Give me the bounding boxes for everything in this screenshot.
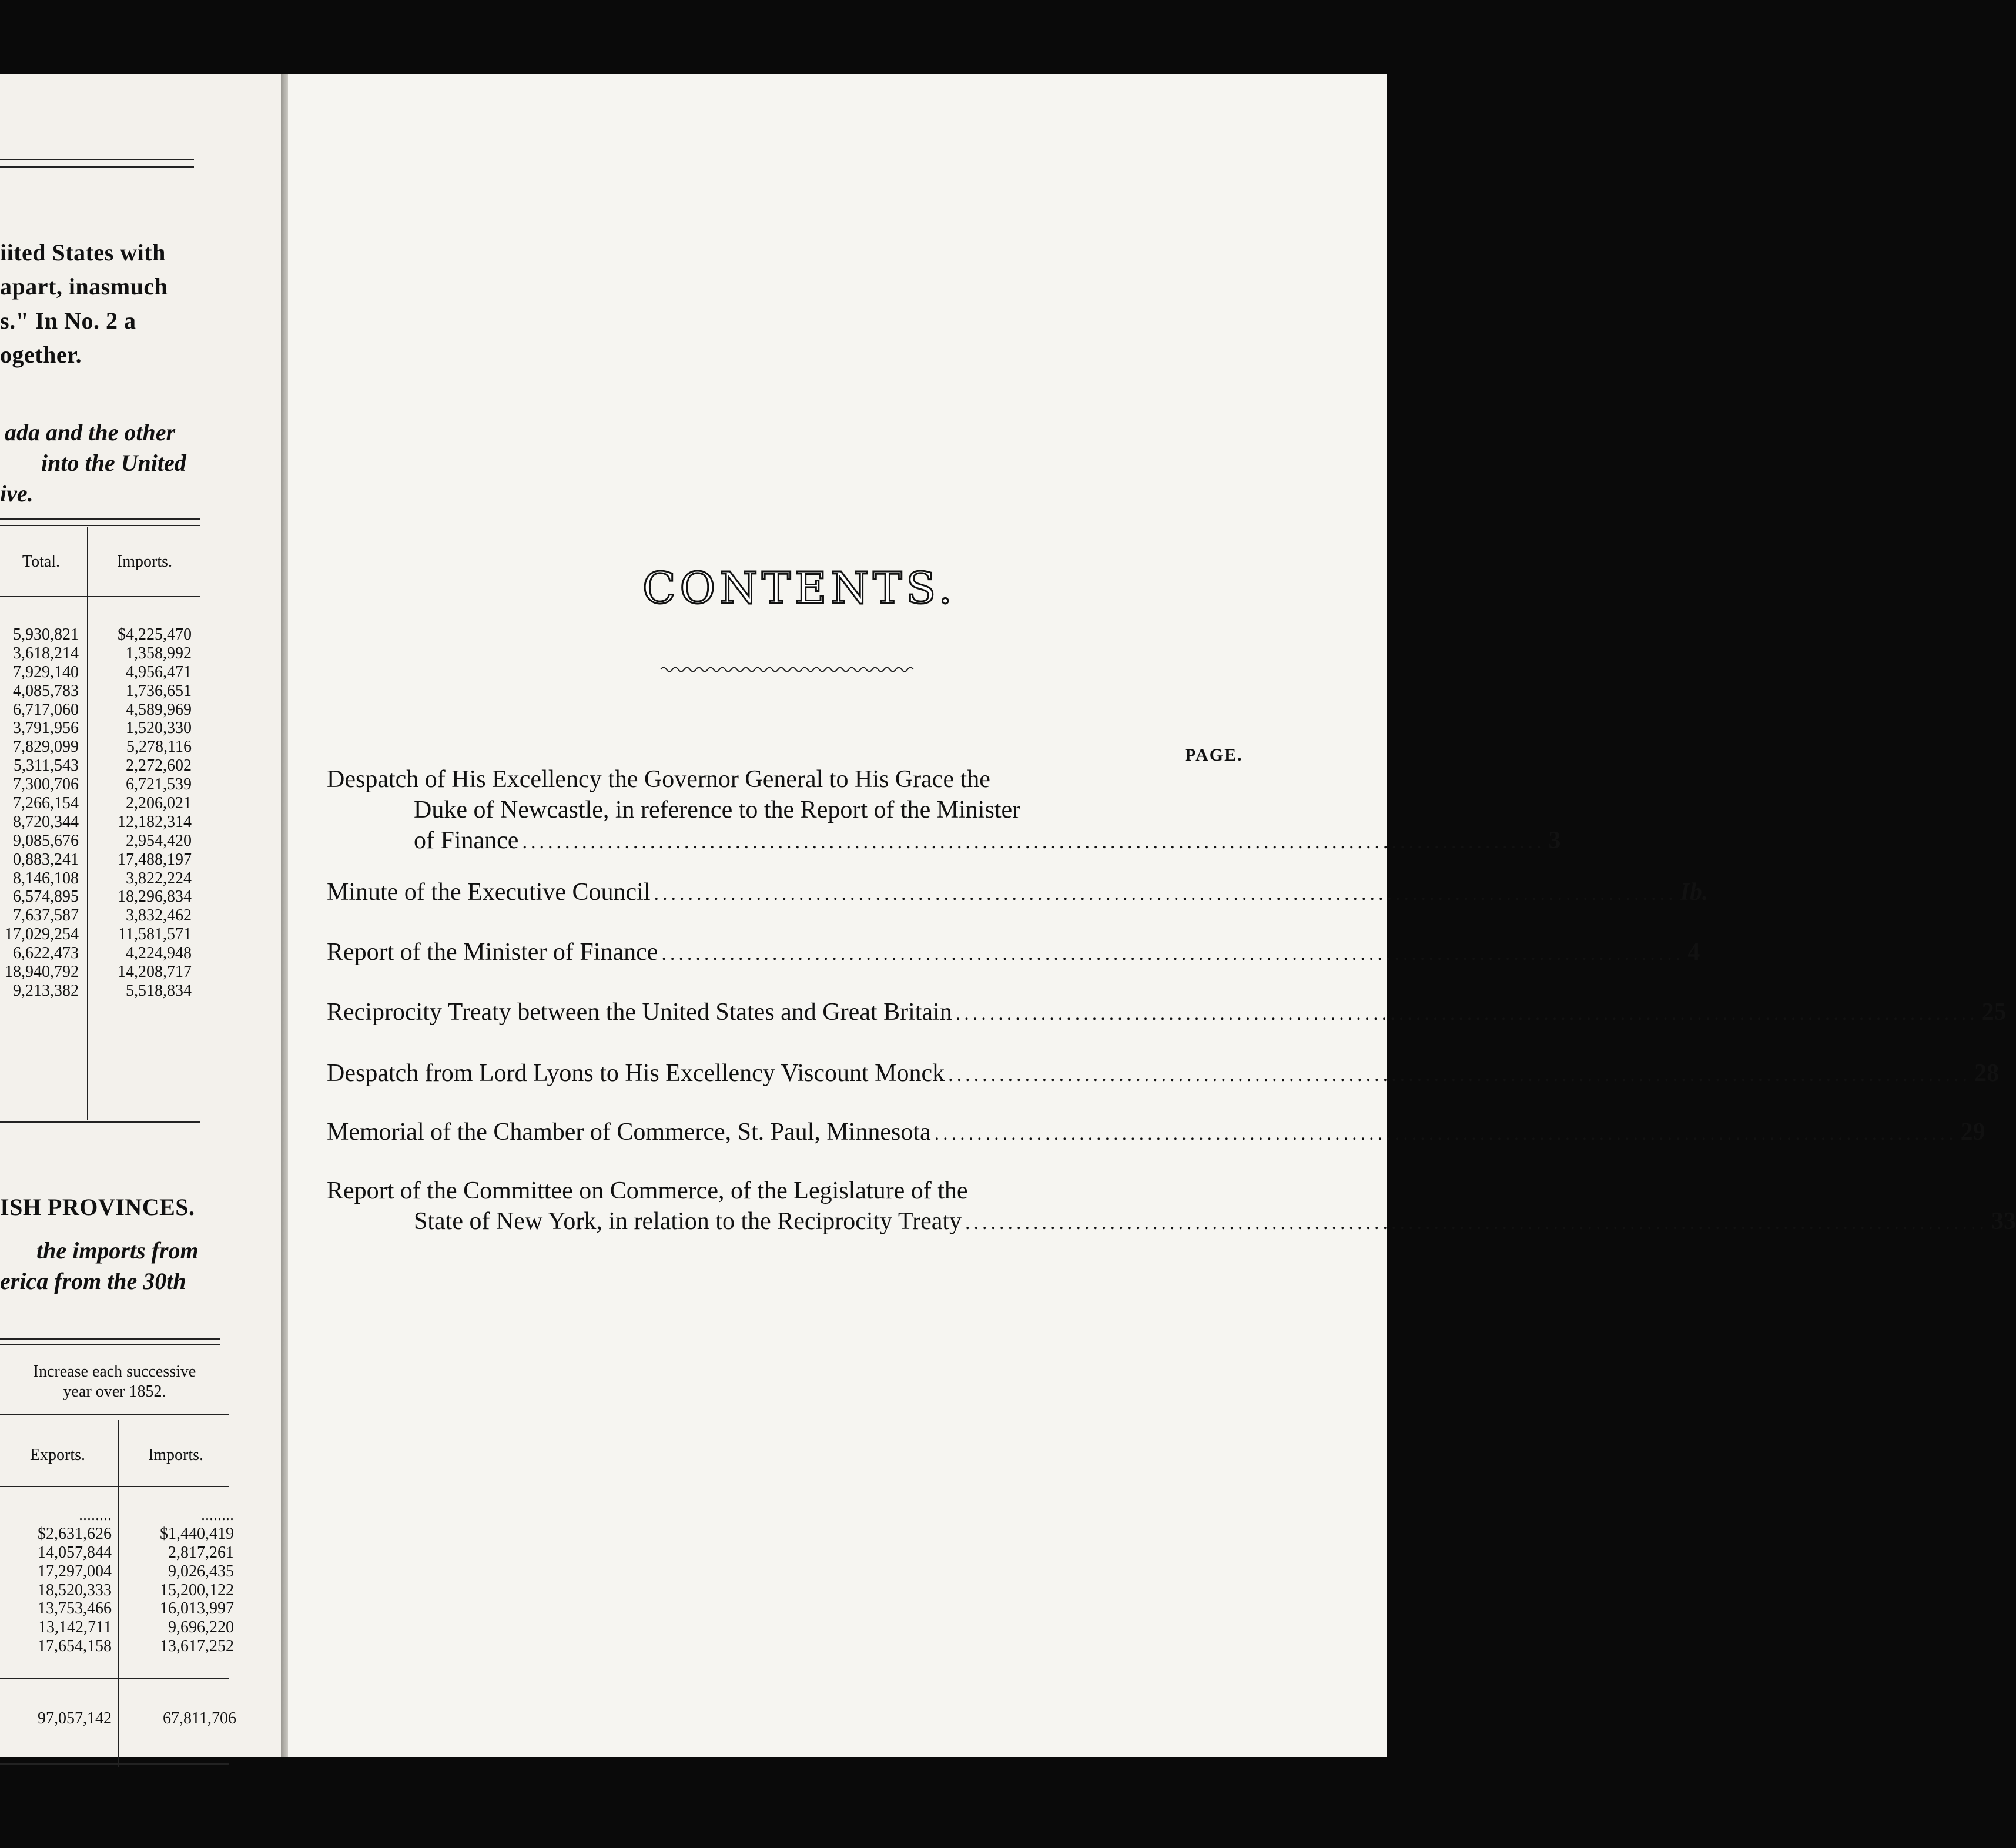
table1-imports-cell: 1,358,992 bbox=[126, 644, 192, 662]
toc-entry-text: Duke of Newcastle, in reference to the Report of the Minister bbox=[414, 796, 1021, 823]
toc-entry-executive-council bbox=[327, 877, 1709, 909]
table1-imports-cell: 5,518,834 bbox=[126, 981, 192, 1000]
table2-total-rule bbox=[0, 1678, 229, 1679]
table1-imports-cell: $4,225,470 bbox=[118, 625, 192, 644]
section-title-fragment: ISH PROVINCES. bbox=[0, 1194, 195, 1220]
contents-page bbox=[288, 74, 1387, 1757]
table1-total-cell: 5,311,543 bbox=[14, 756, 79, 775]
table1-imports-cell: 18,296,834 bbox=[118, 888, 192, 906]
toc-entry-text: Despatch of His Excellency the Governor General to His Grace the bbox=[327, 766, 990, 793]
table2-exports-cell: 17,654,158 bbox=[38, 1637, 112, 1656]
table1-header-total: Total. bbox=[22, 553, 61, 571]
table2-column-rule bbox=[118, 1420, 119, 1767]
table1-total-cell: 0,883,241 bbox=[13, 850, 79, 869]
table2-exports-cell: 13,753,466 bbox=[38, 1599, 112, 1618]
table1-imports-cell: 4,224,948 bbox=[126, 944, 192, 963]
table1-imports-cell: 3,822,224 bbox=[126, 869, 192, 888]
table1-total-cell: 5,930,821 bbox=[13, 625, 79, 644]
table1-total-cell: 7,300,706 bbox=[13, 775, 79, 794]
table2-exports-column bbox=[0, 1506, 112, 1656]
table2-header-exports: Exports. bbox=[29, 1446, 86, 1464]
table2-imports-cell: 9,026,435 bbox=[168, 1562, 234, 1581]
table1-imports-cell: 6,721,539 bbox=[126, 775, 192, 794]
table1-total-cell: 6,574,895 bbox=[13, 888, 79, 906]
table2-group-rule bbox=[0, 1414, 229, 1415]
page-title: CONTENTS. bbox=[642, 563, 957, 614]
table2-exports-cell: 18,520,333 bbox=[38, 1581, 112, 1599]
toc-entry-reciprocity-treaty bbox=[327, 997, 2007, 1029]
table2-imports-cell: $1,440,419 bbox=[160, 1524, 234, 1543]
table1-header-imports: Imports. bbox=[116, 553, 173, 571]
table1-total-cell: 9,213,382 bbox=[13, 981, 79, 1000]
toc-entry-text: Reciprocity Treaty between the United States and Great Britain bbox=[327, 999, 952, 1026]
table2-group-header-1: Increase each successive bbox=[33, 1362, 196, 1381]
table1-column-rule bbox=[87, 527, 88, 1120]
section-caption-line-1: the imports from bbox=[36, 1237, 199, 1264]
table1-total-cell: 7,266,154 bbox=[13, 794, 79, 813]
table2-exports-cell: 13,142,711 bbox=[38, 1618, 112, 1637]
table1-imports-cell: 1,520,330 bbox=[126, 719, 192, 738]
caption-line-3: ive. bbox=[0, 480, 34, 507]
toc-page-number: 25 bbox=[1981, 999, 2007, 1026]
table1-total-cell: 8,146,108 bbox=[13, 869, 79, 888]
table2-imports-cell: 13,617,252 bbox=[160, 1637, 234, 1656]
table2-exports-cell: $2,631,626 bbox=[38, 1524, 112, 1543]
toc-entry-text: Report of the Committee on Commerce, of the Legislature of the bbox=[327, 1177, 968, 1204]
wavy-rule-ornament bbox=[661, 664, 913, 675]
toc-entry-lord-lyons bbox=[327, 1058, 2000, 1090]
table2-header-rule bbox=[0, 1486, 229, 1487]
toc-entry-text: of Finance bbox=[414, 827, 519, 854]
table2-exports-cell: 14,057,844 bbox=[38, 1543, 112, 1562]
leader-dots: ........................................................................................................................ bbox=[661, 943, 1685, 965]
table1-total-cell: 7,637,587 bbox=[13, 906, 79, 925]
toc-entry-chamber-memorial bbox=[327, 1117, 1985, 1149]
toc-page-number: 3 bbox=[1548, 827, 1561, 854]
table2-header-imports: Imports. bbox=[148, 1446, 204, 1464]
toc-page-number: Ib. bbox=[1680, 879, 1709, 906]
table1-imports-cell: 4,589,969 bbox=[126, 700, 192, 719]
table2-imports-cell: 2,817,261 bbox=[168, 1543, 234, 1562]
table1-total-cell: 3,791,956 bbox=[13, 719, 79, 738]
leader-dots: ........................................................................................................................ bbox=[965, 1212, 1988, 1234]
toc-entry-text: Memorial of the Chamber of Commerce, St. Paul, Minnesota bbox=[327, 1119, 931, 1146]
table2-bottom-rule bbox=[0, 1763, 229, 1765]
table1-imports-cell: 14,208,717 bbox=[118, 963, 192, 982]
table1-imports-cell: 5,278,116 bbox=[126, 738, 192, 756]
top-double-rule bbox=[0, 159, 194, 168]
toc-entry-committee-report bbox=[327, 1176, 2016, 1238]
table1-imports-cell: 1,736,651 bbox=[126, 681, 192, 700]
table1-imports-cell: 17,488,197 bbox=[118, 850, 192, 869]
table2-top-rule bbox=[0, 1338, 220, 1345]
toc-page-number: 29 bbox=[1960, 1119, 1985, 1146]
table1-header-rule bbox=[0, 596, 200, 597]
table1-imports-cell: 2,272,602 bbox=[126, 756, 192, 775]
table2-exports-cell: 17,297,004 bbox=[38, 1562, 112, 1581]
table1-top-rule bbox=[0, 518, 200, 526]
table1-total-cell: 7,929,140 bbox=[13, 662, 79, 681]
toc-page-number: 33 bbox=[1991, 1208, 2016, 1235]
table2-total-exports: 97,057,142 bbox=[38, 1709, 112, 1728]
toc-entry-despatch-governor bbox=[327, 764, 1561, 858]
table1-total-cell: 17,029,254 bbox=[5, 925, 79, 944]
table1-imports-cell: 11,581,571 bbox=[118, 925, 192, 944]
table1-total-cell: 4,085,783 bbox=[13, 681, 79, 700]
toc-entry-text: Minute of the Executive Council bbox=[327, 879, 651, 906]
table2-imports-cell: 9,696,220 bbox=[168, 1618, 234, 1637]
table2-imports-column bbox=[121, 1506, 234, 1656]
page-column-header: PAGE. bbox=[1185, 745, 1243, 765]
leader-dots: ........................................................................................................................ bbox=[934, 1123, 1957, 1144]
table1-total-cell: 18,940,792 bbox=[5, 963, 79, 982]
caption-line-2: into the United bbox=[41, 450, 186, 476]
table2-group-header-2: year over 1852. bbox=[63, 1382, 166, 1401]
table1-total-cell: 7,829,099 bbox=[13, 738, 79, 756]
left-page-fragment bbox=[0, 74, 281, 1757]
table1-bottom-rule bbox=[0, 1121, 200, 1123]
intro-line-3: s." In No. 2 a bbox=[0, 307, 136, 334]
table1-total-cell: 6,622,473 bbox=[13, 944, 79, 963]
intro-line-2: apart, inasmuch bbox=[0, 273, 168, 300]
leader-dots: ........................................................................................................................ bbox=[955, 1003, 1978, 1025]
table2-total-imports: 67,811,706 bbox=[163, 1709, 236, 1728]
toc-entry-minister-report bbox=[327, 937, 1700, 969]
toc-entry-text: State of New York, in relation to the Reciprocity Treaty bbox=[414, 1208, 962, 1235]
table1-imports-cell: 12,182,314 bbox=[118, 812, 192, 831]
table1-imports-cell: 2,206,021 bbox=[126, 794, 192, 813]
table1-imports-column bbox=[92, 625, 192, 1000]
toc-page-number: 28 bbox=[1974, 1060, 2000, 1087]
table2-exports-cell: ........ bbox=[79, 1506, 112, 1524]
table1-imports-cell: 4,956,471 bbox=[126, 662, 192, 681]
toc-page-number: 4 bbox=[1687, 939, 1700, 966]
table2-imports-cell: 16,013,997 bbox=[160, 1599, 234, 1618]
table1-total-cell: 3,618,214 bbox=[13, 644, 79, 662]
caption-line-1: ada and the other bbox=[5, 419, 176, 446]
leader-dots: ........................................................................................................................ bbox=[522, 831, 1545, 853]
table1-imports-cell: 2,954,420 bbox=[126, 831, 192, 850]
leader-dots: ........................................................................................................................ bbox=[948, 1064, 1971, 1086]
table1-total-cell: 9,085,676 bbox=[13, 831, 79, 850]
intro-line-1: iited States with bbox=[0, 239, 166, 266]
toc-entry-text: Report of the Minister of Finance bbox=[327, 939, 658, 966]
leader-dots: ........................................................................................................................ bbox=[654, 883, 1677, 905]
toc-entry-text: Despatch from Lord Lyons to His Excellency Viscount Monck bbox=[327, 1060, 945, 1087]
table2-imports-cell: ........ bbox=[201, 1506, 234, 1524]
table1-imports-cell: 3,832,462 bbox=[126, 906, 192, 925]
table1-total-column bbox=[0, 625, 79, 1000]
table1-total-cell: 8,720,344 bbox=[13, 812, 79, 831]
section-caption-line-2: erica from the 30th bbox=[0, 1268, 186, 1294]
intro-line-4: ogether. bbox=[0, 342, 82, 368]
table1-total-cell: 6,717,060 bbox=[13, 700, 79, 719]
table2-imports-cell: 15,200,122 bbox=[160, 1581, 234, 1599]
